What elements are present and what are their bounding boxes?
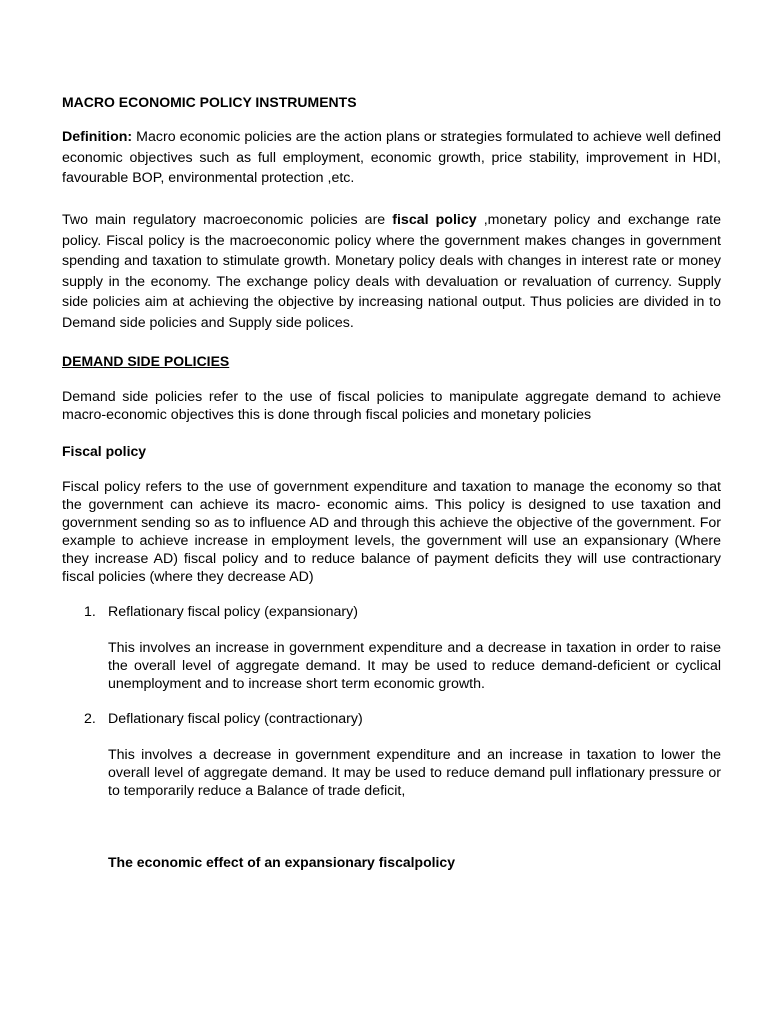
fiscal-policy-heading: Fiscal policy	[62, 443, 147, 459]
definition-paragraph	[62, 127, 721, 189]
intro-bold-term: fiscal policy	[392, 212, 477, 228]
list-item-2-label	[84, 711, 363, 727]
list-item-1-label	[84, 604, 358, 620]
intro-text-after: ,monetary policy and exchange rate policy. Fiscal policy is the macroeconomic policy where the government makes changes in government spending and taxation to stimulate growth. Monetary policy deals with changes in interest rate or money supply in the economy. The exchange policy deals with devaluation or revaluation of currency. Supply side policies aim at achieving the objective by increasing national output. Thus policies are divided in to Demand side policies and Supply side polices.	[62, 212, 722, 331]
fiscal-policy-paragraph: Fiscal policy refers to the use of government expenditure and taxation to manage the economy so that the government can achieve its macro- economic aims. This policy is designed to use taxation and government sending so as to influence AD and through this achieve the objective of the government. For example to achieve increase in employment levels, the government will use an expansionary (Where they increase AD) fiscal policy and to reduce balance of payment deficits they will use contractionary fiscal policies (where they decrease AD)	[62, 479, 721, 585]
document-page	[62, 0, 722, 1024]
list-number-2: 2.	[84, 711, 96, 727]
intro-text-before: Two main regulatory macroeconomic policies are	[62, 212, 393, 228]
effect-heading: The economic effect of an expansionary fiscalpolicy	[108, 854, 455, 870]
demand-side-heading: DEMAND SIDE POLICIES	[62, 353, 230, 369]
definition-text: Macro economic policies are the action plans or strategies formulated to achieve well defined economic objectives such as full employment, economic growth, price stability, improvement in HDI, favourable BOP, environmental protection ,etc.	[62, 129, 721, 187]
demand-side-paragraph: Demand side policies refer to the use of fiscal policies to manipulate aggregate demand to achieve macro-economic objectives this is done through fiscal policies and monetary policies	[62, 389, 721, 423]
definition-label: Definition:	[62, 129, 133, 145]
document-title: MACRO ECONOMIC POLICY INSTRUMENTS	[62, 94, 357, 110]
list-item-2-title: Deflationary fiscal policy (contractionary)	[108, 711, 363, 727]
list-item-2-paragraph: This involves a decrease in government expenditure and an increase in taxation to lower the overall level of aggregate demand. It may be used to reduce demand pull inflationary pressure or to temporarily reduce a Balance of trade deficit,	[108, 747, 721, 800]
list-number-1: 1.	[84, 604, 96, 620]
intro-paragraph	[62, 210, 721, 334]
list-item-1-paragraph: This involves an increase in government expenditure and a decrease in taxation in order to raise the overall level of aggregate demand. It may be used to reduce demand-deficient or cyclical unemployment and to increase short term economic growth.	[108, 640, 721, 693]
list-item-1-title: Reflationary fiscal policy (expansionary)	[108, 604, 358, 620]
